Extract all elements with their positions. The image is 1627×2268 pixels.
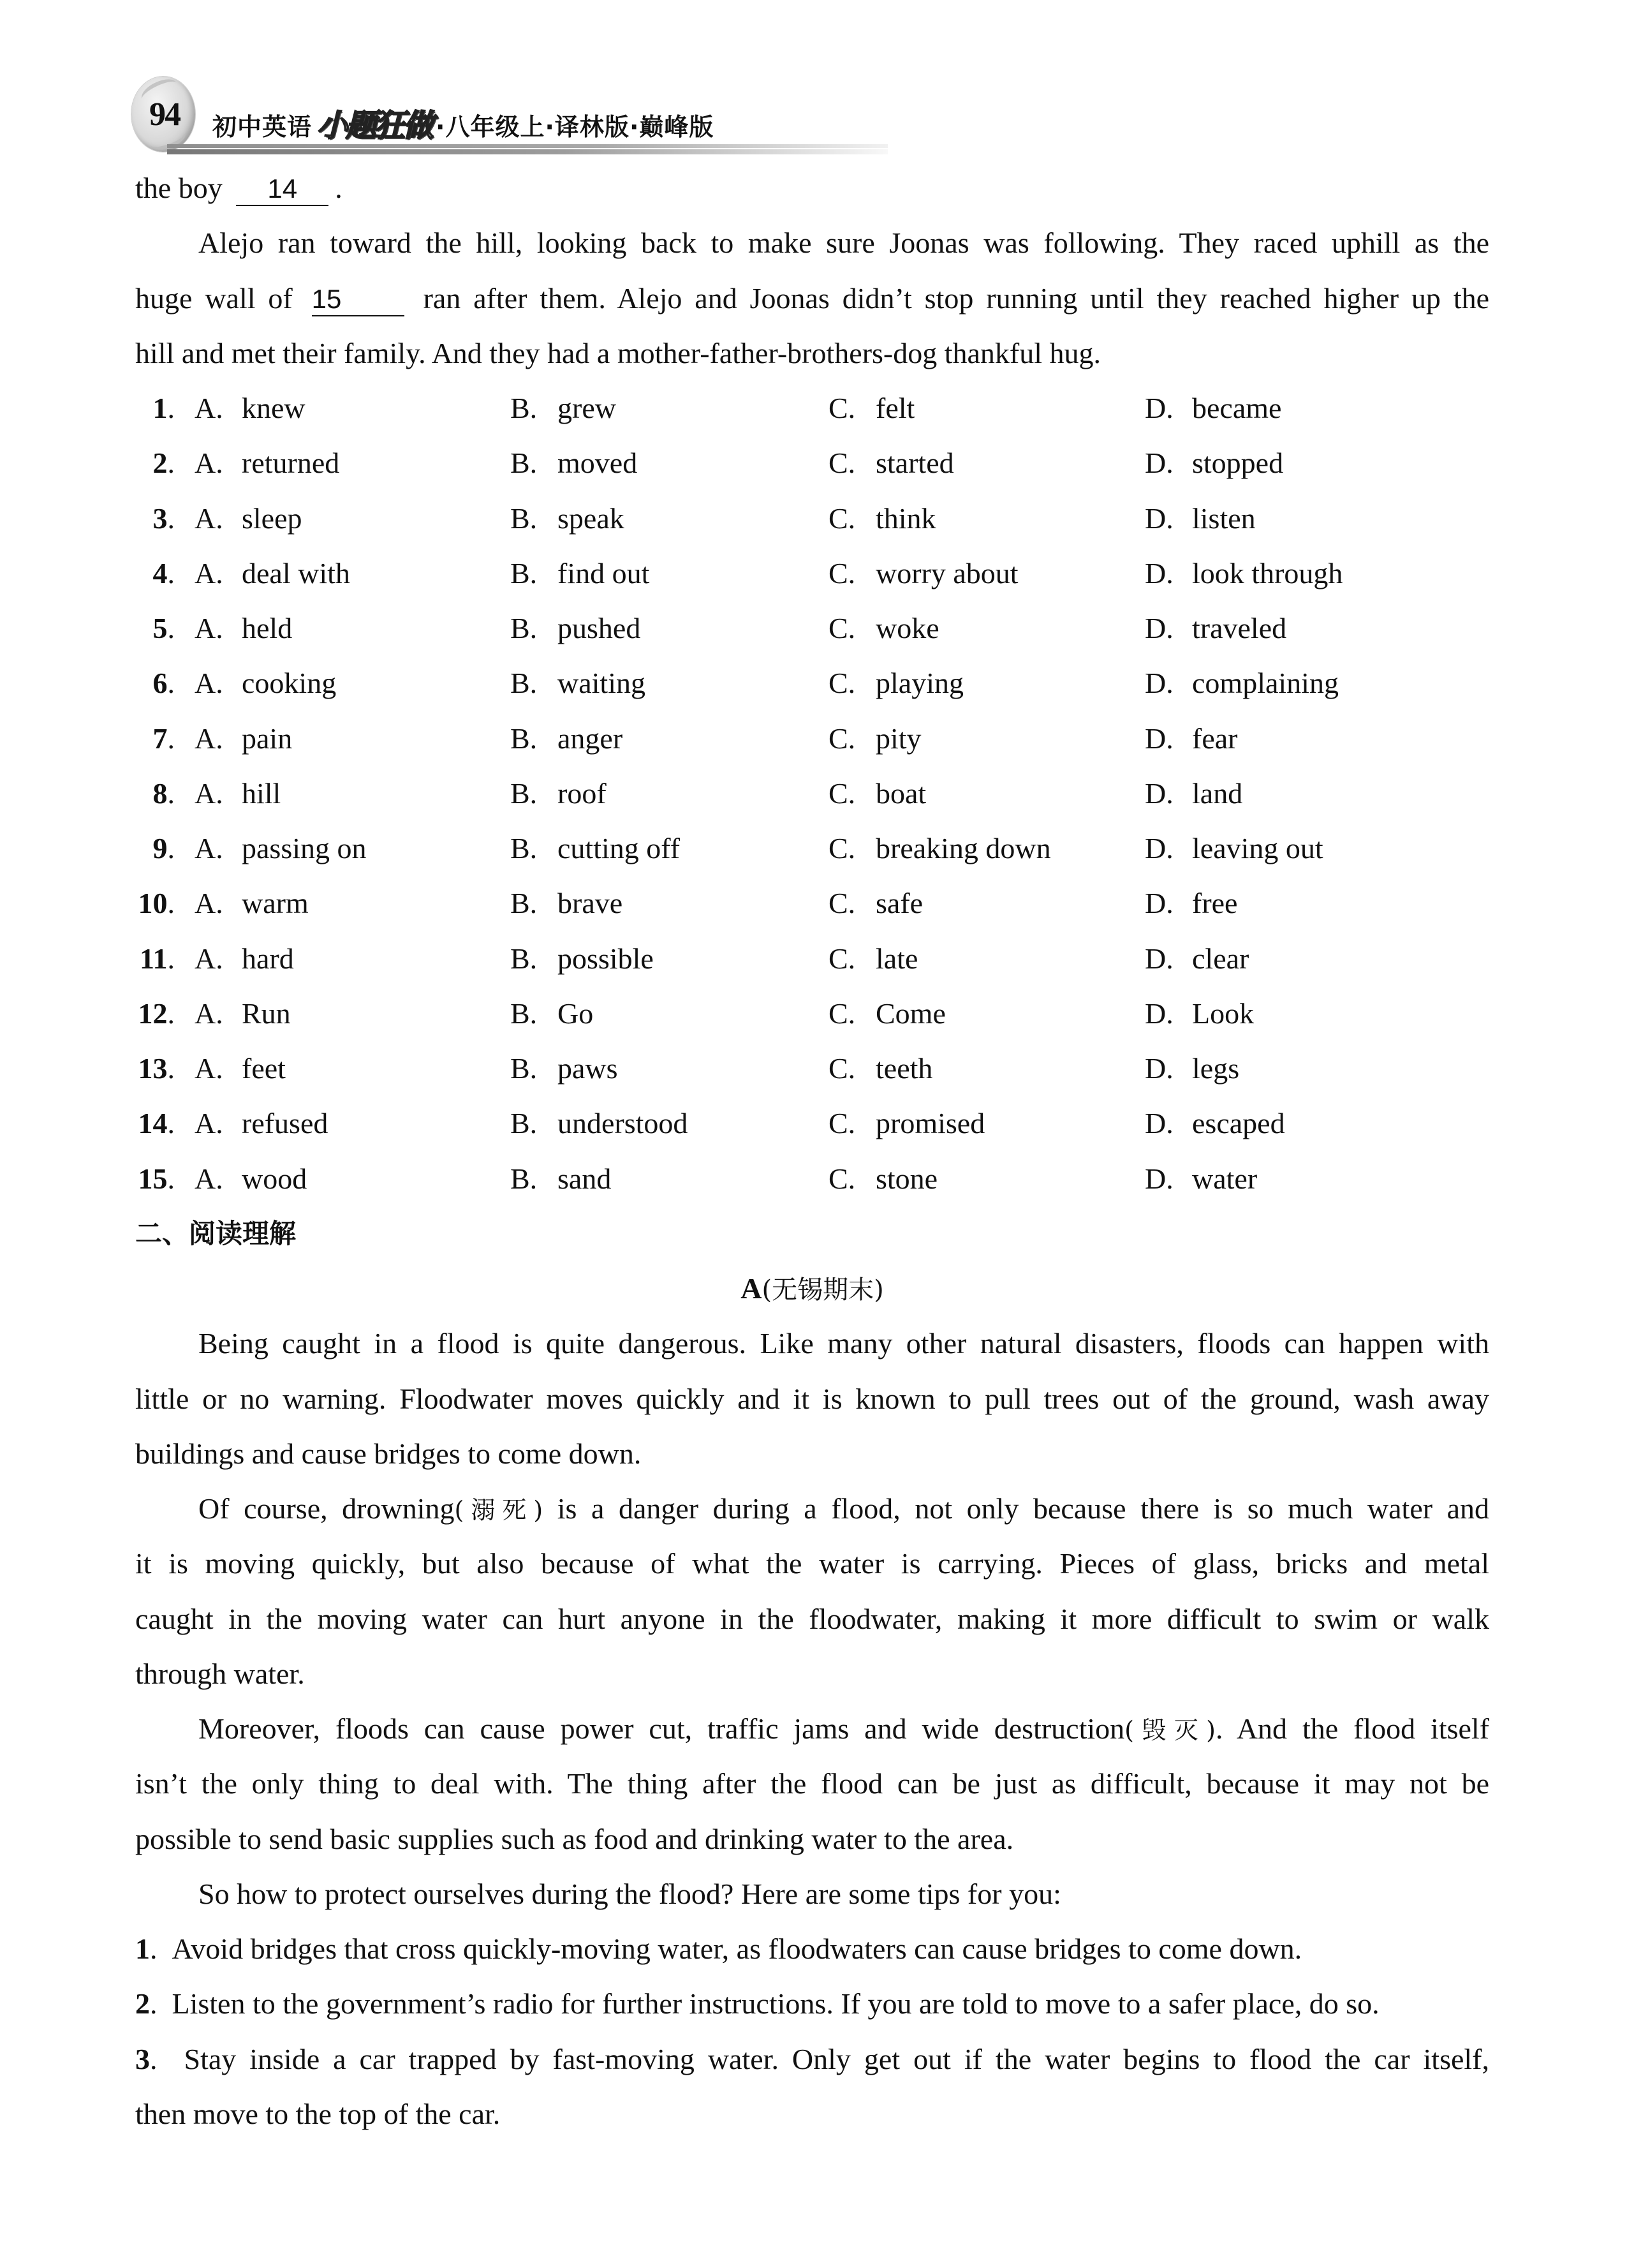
option-d[interactable] xyxy=(1145,381,1281,436)
option-text: hill xyxy=(242,776,281,810)
page-number: 94 xyxy=(149,96,180,133)
option-letter: C. xyxy=(828,501,856,535)
option-b[interactable] xyxy=(510,546,649,601)
option-a[interactable] xyxy=(195,546,350,601)
option-letter: B. xyxy=(510,997,538,1030)
header-rule xyxy=(167,144,888,148)
option-b[interactable] xyxy=(510,436,637,491)
passage-line: it is moving quickly, but also because of what the water is carrying. Pieces of glass, bricks and metal xyxy=(135,1547,1489,1580)
option-letter: B. xyxy=(510,1052,538,1085)
option-letter: C. xyxy=(828,612,856,644)
option-letter: D. xyxy=(1145,447,1174,480)
question-row xyxy=(135,986,1489,1041)
option-text: pity xyxy=(876,722,922,755)
tip-text-continuation: then move to the top of the car. xyxy=(135,2097,501,2130)
option-b[interactable] xyxy=(510,986,593,1041)
option-letter: C. xyxy=(828,1052,856,1085)
option-text: sleep xyxy=(242,501,302,535)
question-row xyxy=(135,821,1489,876)
question-number xyxy=(135,491,175,546)
question-number-dot: . xyxy=(167,1162,175,1195)
question-number-text: 6 xyxy=(152,667,168,700)
text: is a danger during a flood, not only because there is so much water and xyxy=(557,1492,1490,1525)
passage-line: isn’t the only thing to deal with. The thing after the flood can be just as difficult, because it may not be xyxy=(135,1767,1489,1800)
option-letter: B. xyxy=(510,1162,538,1195)
question-number-dot: . xyxy=(167,776,175,810)
option-letter: C. xyxy=(828,997,856,1030)
option-d[interactable] xyxy=(1145,931,1249,986)
option-a[interactable] xyxy=(195,1041,286,1096)
option-b[interactable] xyxy=(510,1152,611,1206)
tip-item: 2. Listen to the government’s radio for further instructions. If you are told to move to a safer place, do so. xyxy=(135,1987,1380,2020)
blank-14: 14 xyxy=(236,173,328,206)
option-text: speak xyxy=(557,501,624,535)
question-number xyxy=(135,986,175,1041)
question-row xyxy=(135,766,1489,821)
option-text: find out xyxy=(557,556,650,589)
option-letter: A. xyxy=(195,556,223,589)
option-text: listen xyxy=(1192,501,1256,535)
option-b[interactable] xyxy=(510,381,616,436)
option-d[interactable] xyxy=(1145,546,1343,601)
question-row xyxy=(135,1041,1489,1096)
option-text: sand xyxy=(557,1162,612,1195)
option-letter: C. xyxy=(828,887,856,920)
option-letter: B. xyxy=(510,942,538,975)
option-letter: C. xyxy=(828,776,856,810)
option-b[interactable] xyxy=(510,491,624,546)
option-text: playing xyxy=(876,667,964,700)
passage-line: So how to protect ourselves during the flood? Here are some tips for you: xyxy=(198,1877,1061,1910)
option-text: deal with xyxy=(242,556,350,589)
passage-line: little or no warning. Floodwater moves quickly and it is known to pull trees out of the ground, wash away xyxy=(135,1382,1489,1415)
option-c[interactable] xyxy=(828,821,1051,876)
option-letter: C. xyxy=(828,667,856,700)
option-a[interactable] xyxy=(195,766,281,821)
option-letter: C. xyxy=(828,392,856,424)
question-number-text: 13 xyxy=(138,1052,168,1085)
cloze-options-list xyxy=(135,381,1489,1206)
question-number xyxy=(135,766,175,821)
question-row xyxy=(135,491,1489,546)
cloze-paragraph-line: hill and met their family. And they had a mother-father-brothers-dog thankful hug. xyxy=(135,336,1101,369)
option-letter: B. xyxy=(510,667,538,700)
option-d[interactable] xyxy=(1145,656,1339,711)
option-text: water xyxy=(1192,1162,1258,1195)
question-row xyxy=(135,656,1489,711)
question-number-text: 4 xyxy=(152,556,168,589)
title-separator: · xyxy=(436,113,446,141)
chinese-gloss: (溺死) xyxy=(454,1496,543,1524)
option-letter: A. xyxy=(195,392,223,424)
option-letter: D. xyxy=(1145,1162,1174,1195)
cloze-paragraph-line xyxy=(135,271,1489,326)
option-letter: A. xyxy=(195,1162,223,1195)
option-letter: A. xyxy=(195,667,223,700)
option-letter: A. xyxy=(195,942,223,975)
option-letter: B. xyxy=(510,612,538,644)
option-letter: A. xyxy=(195,612,223,644)
option-c[interactable] xyxy=(828,1152,938,1206)
option-text: clear xyxy=(1192,942,1249,975)
option-letter: D. xyxy=(1145,501,1174,535)
option-c[interactable] xyxy=(828,381,915,436)
question-row xyxy=(135,931,1489,986)
question-number-dot: . xyxy=(167,667,175,700)
option-c[interactable] xyxy=(828,876,923,931)
option-text: traveled xyxy=(1192,612,1287,644)
option-letter: B. xyxy=(510,501,538,535)
header-rule-shadow xyxy=(167,149,888,154)
option-c[interactable] xyxy=(828,766,926,821)
text: Of course, drowning xyxy=(198,1492,455,1525)
option-text: anger xyxy=(557,722,623,755)
cloze-paragraph-line: Alejo ran toward the hill, looking back to make sure Joonas was following. They raced uphill as the xyxy=(198,226,1489,260)
option-c[interactable] xyxy=(828,436,954,491)
book-subject: 初中英语 xyxy=(212,113,313,141)
option-letter: B. xyxy=(510,392,538,424)
question-number xyxy=(135,931,175,986)
option-text: held xyxy=(242,612,293,644)
text: huge wall of xyxy=(135,281,293,315)
option-d[interactable] xyxy=(1145,986,1254,1041)
option-letter: C. xyxy=(828,1162,856,1195)
question-number xyxy=(135,436,175,491)
option-text: started xyxy=(876,447,954,480)
option-b[interactable] xyxy=(510,711,622,766)
question-number xyxy=(135,711,175,766)
option-letter: A. xyxy=(195,447,223,480)
question-row xyxy=(135,876,1489,931)
option-c[interactable] xyxy=(828,601,939,656)
question-number-dot: . xyxy=(167,1052,175,1085)
option-b[interactable] xyxy=(510,1096,688,1151)
option-text: woke xyxy=(876,612,939,644)
question-number-text: 7 xyxy=(152,722,168,755)
option-text: cooking xyxy=(242,667,337,700)
question-number xyxy=(135,381,175,436)
question-number-text: 1 xyxy=(152,392,168,424)
question-number-text: 8 xyxy=(152,776,168,810)
option-letter: A. xyxy=(195,722,223,755)
question-number-text: 15 xyxy=(138,1162,168,1195)
title-separator: · xyxy=(629,113,640,141)
option-text: warm xyxy=(242,887,309,920)
option-letter: C. xyxy=(828,1107,856,1140)
question-number-dot: . xyxy=(167,832,175,864)
option-text: refused xyxy=(242,1107,328,1140)
passage-line: through water. xyxy=(135,1657,305,1690)
option-letter: C. xyxy=(828,722,856,755)
option-text: hard xyxy=(242,942,294,975)
option-text: brave xyxy=(557,887,623,920)
option-letter: D. xyxy=(1145,1052,1174,1085)
question-row xyxy=(135,1152,1489,1206)
text: . And the flood itself xyxy=(1215,1712,1489,1745)
option-b[interactable] xyxy=(510,766,607,821)
question-number-dot: . xyxy=(167,887,175,920)
tip-text: Avoid bridges that cross quickly-moving water, as floodwaters can cause bridges to come down. xyxy=(172,1932,1302,1965)
option-text: Look xyxy=(1192,997,1255,1030)
option-d[interactable] xyxy=(1145,601,1286,656)
option-letter: D. xyxy=(1145,776,1174,810)
option-a[interactable] xyxy=(195,436,339,491)
option-d[interactable] xyxy=(1145,1041,1239,1096)
option-text: understood xyxy=(557,1107,688,1140)
option-letter: B. xyxy=(510,776,538,810)
option-c[interactable] xyxy=(828,711,922,766)
question-number xyxy=(135,876,175,931)
tip-number: 3 xyxy=(135,2042,150,2075)
tip-text: Stay inside a car trapped by fast-moving water. Only get out if the water begins to flood the car itself, xyxy=(184,2042,1490,2075)
text: . xyxy=(335,172,342,204)
option-b[interactable] xyxy=(510,601,640,656)
option-text: stopped xyxy=(1192,447,1284,480)
option-text: safe xyxy=(876,887,924,920)
passage-line: Being caught in a flood is quite dangerous. Like many other natural disasters, floods can happen with xyxy=(198,1327,1489,1360)
option-letter: A. xyxy=(195,832,223,864)
title-separator: · xyxy=(545,113,555,141)
question-number xyxy=(135,1096,175,1151)
option-b[interactable] xyxy=(510,821,680,876)
option-text: feet xyxy=(242,1052,286,1085)
option-text: complaining xyxy=(1192,667,1339,700)
passage-source: (无锡期末) xyxy=(762,1275,884,1305)
option-letter: D. xyxy=(1145,942,1174,975)
tip-number: 1 xyxy=(135,1932,150,1965)
option-letter: A. xyxy=(195,1107,223,1140)
option-letter: A. xyxy=(195,501,223,535)
option-letter: B. xyxy=(510,447,538,480)
question-number-dot: . xyxy=(167,997,175,1030)
chinese-gloss: (毁灭) xyxy=(1124,1716,1216,1744)
option-text: grew xyxy=(557,392,616,424)
option-letter: B. xyxy=(510,556,538,589)
option-text: felt xyxy=(876,392,915,424)
question-number-text: 12 xyxy=(138,997,168,1030)
option-text: became xyxy=(1192,392,1282,424)
option-c[interactable] xyxy=(828,491,936,546)
option-d[interactable] xyxy=(1145,1096,1285,1151)
option-text: think xyxy=(876,501,936,535)
passage-line: buildings and cause bridges to come down. xyxy=(135,1437,642,1470)
question-row xyxy=(135,711,1489,766)
option-text: boat xyxy=(876,776,927,810)
option-text: pain xyxy=(242,722,293,755)
option-a[interactable] xyxy=(195,821,367,876)
option-letter: B. xyxy=(510,832,538,864)
option-a[interactable] xyxy=(195,491,302,546)
option-a[interactable] xyxy=(195,601,292,656)
option-letter: A. xyxy=(195,887,223,920)
option-letter: D. xyxy=(1145,556,1174,589)
question-row xyxy=(135,381,1489,436)
question-number-dot: . xyxy=(167,942,175,975)
option-text: Go xyxy=(557,997,594,1030)
page-content xyxy=(135,161,1489,2142)
option-d[interactable] xyxy=(1145,766,1242,821)
question-number-dot: . xyxy=(167,612,175,644)
cloze-continuation-line xyxy=(135,161,1489,216)
question-number-text: 14 xyxy=(138,1107,168,1140)
section-heading: 二、阅读理解 xyxy=(135,1217,297,1249)
passage-line: possible to send basic supplies such as food and drinking water to the area. xyxy=(135,1822,1014,1855)
option-text: cutting off xyxy=(557,832,681,864)
option-d[interactable] xyxy=(1145,1152,1257,1206)
question-row xyxy=(135,436,1489,491)
option-letter: C. xyxy=(828,447,856,480)
option-text: breaking down xyxy=(876,832,1051,864)
passage-line xyxy=(135,1701,1489,1756)
question-number-dot: . xyxy=(167,722,175,755)
option-letter: D. xyxy=(1145,1107,1174,1140)
option-text: Come xyxy=(876,997,946,1030)
option-text: roof xyxy=(557,776,607,810)
passage-line xyxy=(135,1481,1489,1536)
question-row xyxy=(135,546,1489,601)
option-text: legs xyxy=(1192,1052,1240,1085)
question-number-text: 2 xyxy=(152,447,168,480)
text: ran after them. Alejo and Joonas didn’t stop running until they reached higher up the xyxy=(423,281,1490,315)
option-letter: B. xyxy=(510,887,538,920)
option-letter: C. xyxy=(828,556,856,589)
option-c[interactable] xyxy=(828,546,1019,601)
option-letter: B. xyxy=(510,722,538,755)
option-letter: A. xyxy=(195,776,223,810)
series-logo: 小题狂做 xyxy=(317,108,432,144)
tip-number: 2 xyxy=(135,1987,150,2020)
option-text: stone xyxy=(876,1162,938,1195)
option-text: passing on xyxy=(242,832,367,864)
option-text: promised xyxy=(876,1107,985,1140)
option-letter: D. xyxy=(1145,612,1174,644)
option-letter: D. xyxy=(1145,832,1174,864)
option-c[interactable] xyxy=(828,1041,932,1096)
question-number-text: 10 xyxy=(138,887,168,920)
option-b[interactable] xyxy=(510,876,622,931)
option-text: knew xyxy=(242,392,306,424)
option-b[interactable] xyxy=(510,931,654,986)
option-text: late xyxy=(876,942,918,975)
option-b[interactable] xyxy=(510,656,645,711)
option-text: worry about xyxy=(876,556,1019,589)
question-number xyxy=(135,821,175,876)
passage-label: A xyxy=(740,1272,762,1305)
question-number xyxy=(135,656,175,711)
option-text: returned xyxy=(242,447,340,480)
text: Moreover, floods can cause power cut, traffic jams and wide destruction xyxy=(198,1712,1125,1745)
option-a[interactable] xyxy=(195,876,309,931)
option-a[interactable] xyxy=(195,931,294,986)
option-c[interactable] xyxy=(828,931,918,986)
question-number-text: 9 xyxy=(152,832,168,864)
option-letter: C. xyxy=(828,832,856,864)
option-letter: D. xyxy=(1145,392,1174,424)
option-text: look through xyxy=(1192,556,1343,589)
option-d[interactable] xyxy=(1145,436,1283,491)
option-letter: D. xyxy=(1145,887,1174,920)
option-text: land xyxy=(1192,776,1243,810)
option-a[interactable] xyxy=(195,711,292,766)
option-c[interactable] xyxy=(828,656,964,711)
option-text: pushed xyxy=(557,612,641,644)
book-grade: 八年级上 xyxy=(445,113,545,141)
option-d[interactable] xyxy=(1145,821,1323,876)
question-number-dot: . xyxy=(167,556,175,589)
question-number-text: 5 xyxy=(152,612,168,644)
option-text: moved xyxy=(557,447,638,480)
question-number xyxy=(135,1152,175,1206)
option-a[interactable] xyxy=(195,381,306,436)
question-number-text: 11 xyxy=(140,942,168,975)
option-c[interactable] xyxy=(828,986,946,1041)
option-d[interactable] xyxy=(1145,491,1256,546)
question-number-dot: . xyxy=(167,392,175,424)
question-number xyxy=(135,601,175,656)
book-title xyxy=(212,107,714,143)
option-c[interactable] xyxy=(828,1096,985,1151)
tip-item: 1. Avoid bridges that cross quickly-moving water, as floodwaters can cause bridges to come down. xyxy=(135,1932,1302,1965)
question-number xyxy=(135,546,175,601)
option-d[interactable] xyxy=(1145,876,1237,931)
text: the boy xyxy=(135,172,223,204)
option-a[interactable] xyxy=(195,1152,307,1206)
option-text: free xyxy=(1192,887,1238,920)
option-letter: B. xyxy=(510,1107,538,1140)
option-text: paws xyxy=(557,1052,618,1085)
option-letter: D. xyxy=(1145,667,1174,700)
option-text: waiting xyxy=(557,667,645,700)
option-text: teeth xyxy=(876,1052,933,1085)
question-row xyxy=(135,601,1489,656)
option-text: fear xyxy=(1192,722,1238,755)
option-b[interactable] xyxy=(510,1041,618,1096)
tip-item: 3. Stay inside a car trapped by fast-moving water. Only get out if the water begins to flood the car itself, xyxy=(135,2042,1490,2075)
passage-title xyxy=(135,1261,1489,1316)
blank-15: 15 xyxy=(312,283,404,316)
tip-text: Listen to the government’s radio for further instructions. If you are told to move to a safer place, do so. xyxy=(172,1987,1380,2020)
question-row xyxy=(135,1096,1489,1151)
option-text: wood xyxy=(242,1162,307,1195)
question-number xyxy=(135,1041,175,1096)
passage-line: caught in the moving water can hurt anyone in the floodwater, making it more difficult to swim or walk xyxy=(135,1602,1489,1635)
option-letter: A. xyxy=(195,1052,223,1085)
option-text: leaving out xyxy=(1192,832,1323,864)
question-number-dot: . xyxy=(167,501,175,535)
option-text: Run xyxy=(242,997,291,1030)
option-a[interactable] xyxy=(195,656,336,711)
option-letter: C. xyxy=(828,942,856,975)
question-number-dot: . xyxy=(167,1107,175,1140)
option-d[interactable] xyxy=(1145,711,1237,766)
option-letter: D. xyxy=(1145,997,1174,1030)
option-letter: A. xyxy=(195,997,223,1030)
option-a[interactable] xyxy=(195,1096,328,1151)
book-level: 巅峰版 xyxy=(639,113,714,141)
book-edition: 译林版 xyxy=(554,113,629,141)
option-letter: D. xyxy=(1145,722,1174,755)
option-a[interactable] xyxy=(195,986,291,1041)
question-number-dot: . xyxy=(167,447,175,480)
question-number-text: 3 xyxy=(152,501,168,535)
option-text: possible xyxy=(557,942,654,975)
option-text: escaped xyxy=(1192,1107,1285,1140)
